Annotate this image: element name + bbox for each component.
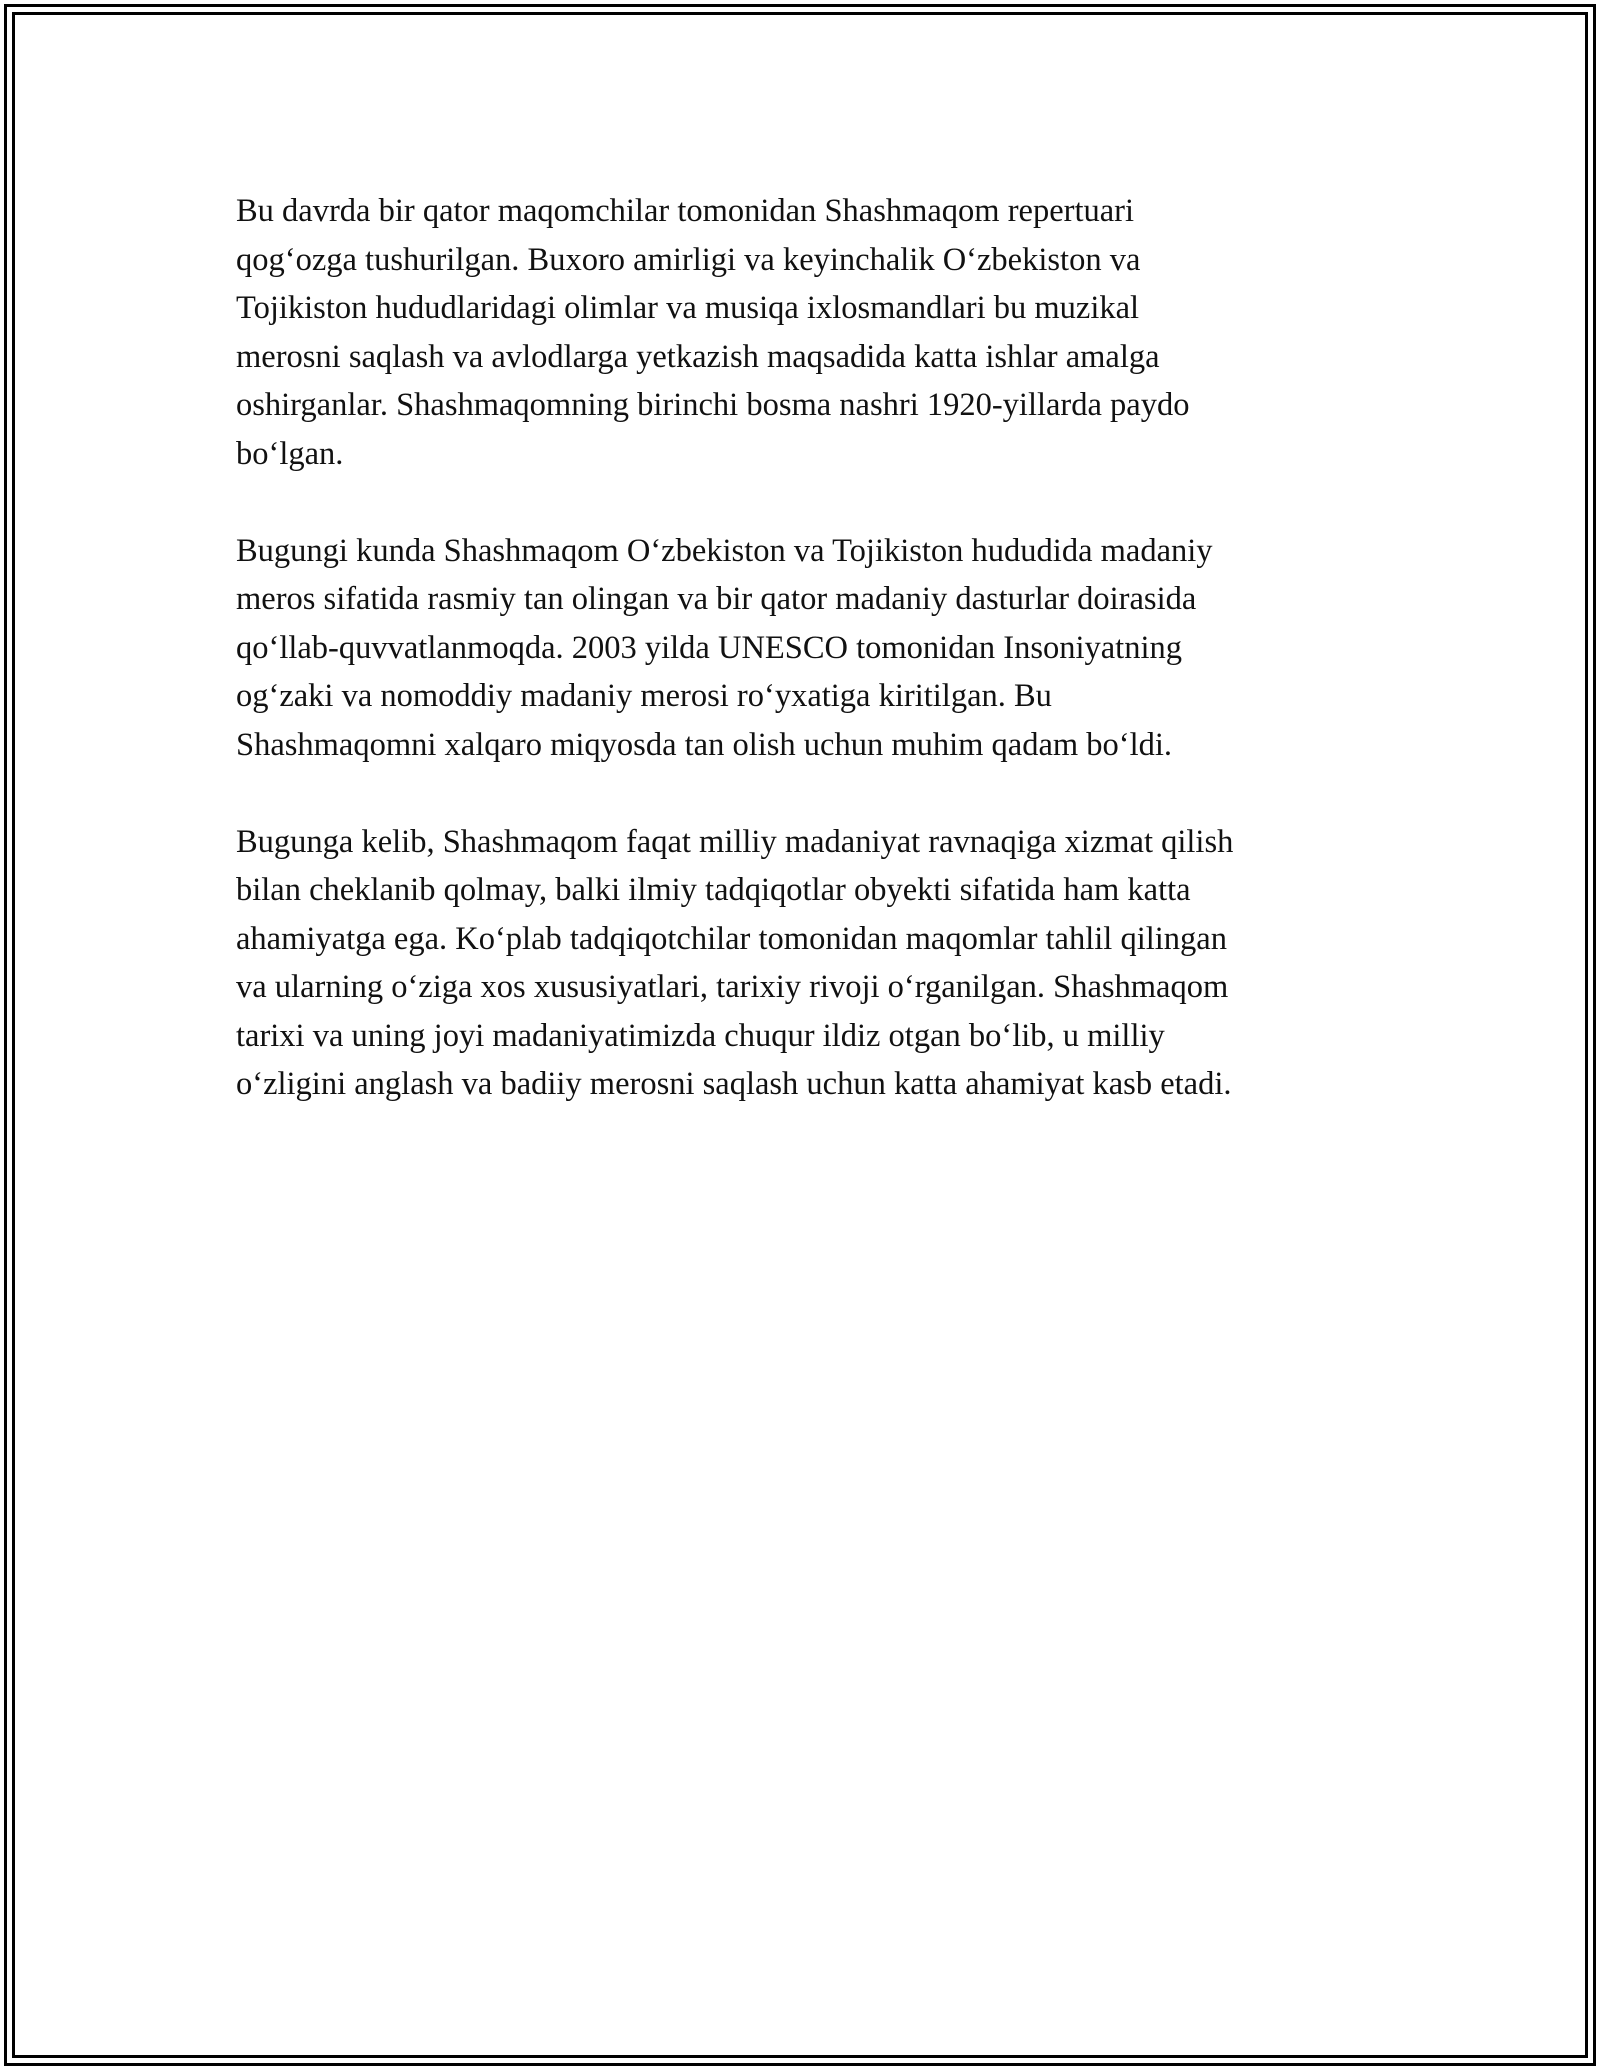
- paragraph-2: Bugungi kunda Shashmaqom O‘zbekiston va Tojikiston hududida madaniy meros sifatida rasmiy tan olingan va bir qator madaniy dasturlar doirasida qo‘llab-quvvatlanmoqda. 2003 yilda UNESCO tomonidan Insoniyatning og‘zaki va nomoddiy madaniy merosi ro‘yxatiga kiritilgan. Bu Shashmaqomni xalqaro miqyosda tan olish uchun muhim qadam bo‘ldi.: [236, 532, 1213, 763]
- paragraph-1: Bu davrda bir qator maqomchilar tomonidan Shashmaqom repertuari qog‘ozga tushurilgan. Buxoro amirligi va keyinchalik O‘zbekiston va Tojikiston hududlaridagi olimlar va musiqa ixlosmandlari bu muzikal merosni saqlash va avlodlarga yetkazish maqsadida katta ishlar amalga oshirganlar. Shashmaqomning birinchi bosma nashri 1920-yillarda paydo bo‘lgan.: [236, 193, 1190, 472]
- document-body: [236, 187, 1386, 1157]
- paragraph-3: Bugunga kelib, Shashmaqom faqat milliy madaniyat ravnaqiga xizmat qilish bilan cheklanib qolmay, balki ilmiy tadqiqotlar obyekti sifatida ham katta ahamiyatga ega. Ko‘plab tadqiqotchilar tomonidan maqomlar tahlil qilingan va ularning o‘ziga xos xususiyatlari, tarixiy rivoji o‘rganilgan. Shashmaqom tarixi va uning joyi madaniyatimizda chuqur ildiz otgan bo‘lib, u milliy o‘zligini anglash va badiiy merosni saqlash uchun katta ahamiyat kasb etadi.: [236, 823, 1234, 1102]
